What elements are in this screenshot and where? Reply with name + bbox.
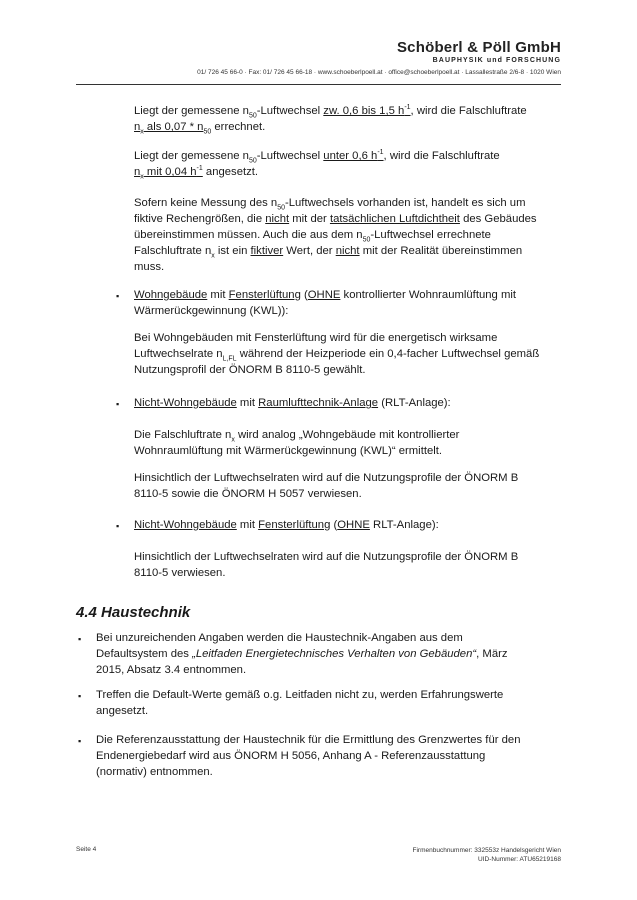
bullet-marker: ▪ (78, 736, 82, 746)
page-number: Seite 4 (76, 846, 97, 853)
paragraph-nutzungsprofile-1: Hinsichtlich der Luftwechselraten wird auf die Nutzungsprofile der ÖNORM B 8110-5 sowie die ÖNORM H 5057 verwiesen. (134, 472, 519, 500)
paragraph-n50-below: Liegt der gemessene $n_{50}$-Luftwechsel unter 0,6 $h^{-1}$, wird die Falschluftrate $n_x$ mit 0,04 $h^{-1}$ angesetzt. (134, 149, 500, 181)
paragraph-luftwechselrate: Bei Wohngebäuden mit Fensterlüftung wird für die energetisch wirksame Luftwechselrate $n_{L,FL}$ während der Heizperiode ein 0,4-facher Luftwechsel gemäß Nutzungsprofil der ÖNORM B 8110-5 gewählt. (134, 332, 540, 376)
bullet-nichtwohngebaeude-fenster: Nicht-Wohngebäude mit Fensterlüftung (OHNE RLT-Anlage): (134, 519, 439, 531)
paragraph-nutzungsprofile-2: Hinsichtlich der Luftwechselraten wird auf die Nutzungsprofile der ÖNORM B 8110-5 verwiesen. (134, 551, 519, 579)
bullet-marker: ▪ (78, 634, 82, 644)
company-name: Schöberl & Pöll GmbH (396, 39, 561, 56)
bullet-wohngebaeude-fensterlueftung: Wohngebäude mit Fensterlüftung (OHNE kontrollierter Wohnraumlüftung mit Wärmerückgewinnung (KWL)): (134, 289, 516, 317)
paragraph-n50-range: Liegt der gemessene $n_{50}$-Luftwechsel zw. 0,6 bis 1,5 $h^{-1}$, wird die Falschluftrate $n_x$ als $0,07 * n_{50}$ errechnet. (134, 104, 527, 136)
registration-number: Firmenbuchnummer: 332553z Handelsgericht Wien (412, 847, 561, 854)
section-heading: 4.4 Haustechnik (76, 604, 191, 621)
company-registration (413, 846, 562, 864)
paragraph-fictive-values: Sofern keine Messung des $n_{50}$-Luftwechsels vorhanden ist, handelt es sich um fiktive Rechengrößen, die nicht mit der tatsächlichen Luftdichtheit des Gebäudes übereinstimmen müssen. Auch die aus dem $n_{50}$-Luftwechsel errechnete Falschluftrate $n_x$ ist ein fiktiver Wert, der nicht mit der Realität übereinstimmen muss. (134, 197, 537, 273)
company-subtitle: BAUPHYSIK und FORSCHUNG (432, 57, 561, 64)
paragraph-falschluftrate-analog: Die Falschluftrate $n_x$ wird analog „Wohngebäude mit kontrollierter Wohnraumlüftung mit Wärmerückgewinnung (KWL)“ ermittelt. (134, 429, 460, 457)
bullet-marker: ▪ (116, 291, 120, 301)
bullet-marker: ▪ (116, 399, 120, 409)
bullet-marker: ▪ (116, 521, 120, 531)
header-divider (76, 84, 561, 85)
list-item-referenzausstattung: Die Referenzausstattung der Haustechnik für die Ermittlung des Grenzwertes für den Endenergiebedarf wird aus ÖNORM H 5056, Anhang A - Referenzausstattung (normativ) entnommen. (96, 734, 521, 778)
vat-number: UID-Nummer: ATU65219168 (478, 856, 561, 863)
bullet-marker: ▪ (78, 691, 82, 701)
list-item-default-werte: Treffen die Default-Werte gemäß o.g. Leitfaden nicht zu, werden Erfahrungswerte angesetzt. (96, 689, 504, 717)
list-item-defaultsystem: Bei unzureichenden Angaben werden die Haustechnik-Angaben aus dem Defaultsystem des „Leitfaden Energietechnisches Verhalten von Gebäuden“, März 2015, Absatz 3.4 entnommen. (96, 632, 508, 676)
bullet-nichtwohngebaeude-rlt: Nicht-Wohngebäude mit Raumlufttechnik-Anlage (RLT-Anlage): (134, 397, 451, 409)
contact-line: 01/ 726 45 66-0 · Fax: 01/ 726 45 66-18 · www.schoeberlpoell.at · office@schoeberlpoell.at · Lassallestraße 2/6-8 · 1020 Wien (197, 69, 561, 76)
